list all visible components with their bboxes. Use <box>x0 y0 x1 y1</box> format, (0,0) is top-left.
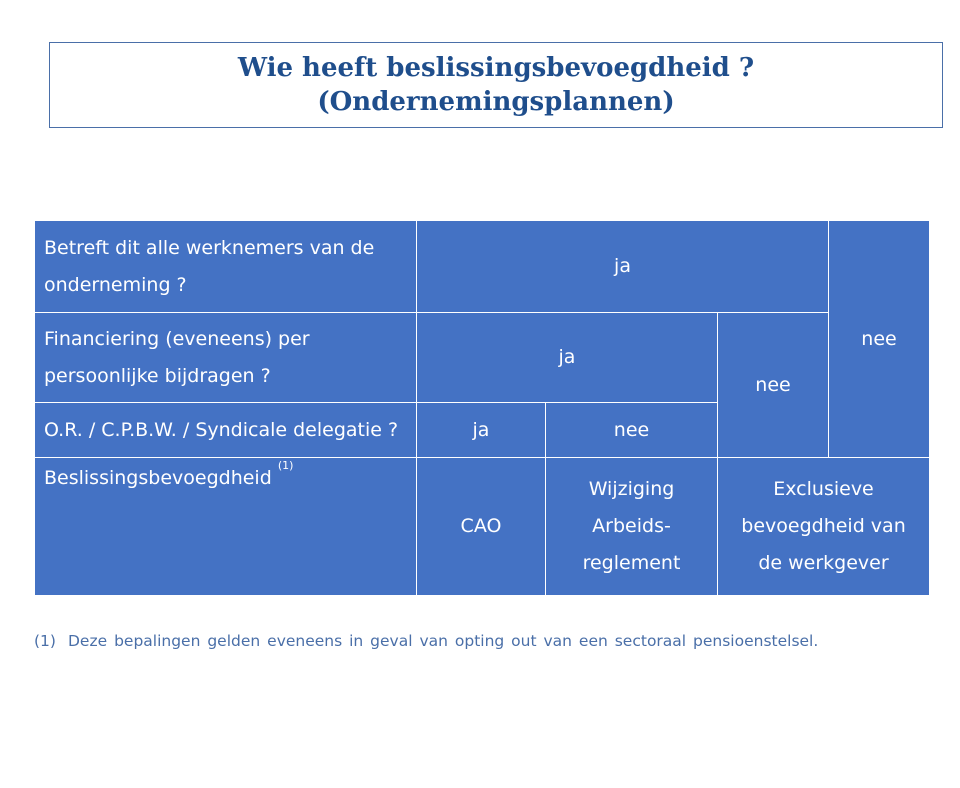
question-union-delegation: O.R. / C.P.B.W. / Syndicale delegatie ? <box>35 403 417 458</box>
footnote-number: (1) <box>34 632 56 650</box>
footnote-text: Deze bepalingen gelden eveneens in geval van opting out van een sectoraal pensioenstelsel. <box>68 632 819 650</box>
table-row <box>35 221 930 313</box>
table-row <box>35 313 930 403</box>
decision-authority-label <box>35 458 417 596</box>
answer-personal-contributions-ja: ja <box>417 313 718 403</box>
answer-all-employees-nee: nee <box>829 221 930 458</box>
footnote <box>34 632 934 650</box>
page-title: Wie heeft beslissingsbevoegdheid ? <box>237 53 755 83</box>
decision-authority-text: Beslissingsbevoegdheid <box>44 467 272 489</box>
result-cao: CAO <box>417 458 546 596</box>
table-row <box>35 458 930 596</box>
result-exclusieve-bevoegdheid: Exclusieve bevoegdheid van de werkgever <box>718 458 930 596</box>
page-subtitle: (Ondernemingsplannen) <box>317 87 675 117</box>
answer-union-delegation-ja: ja <box>417 403 546 458</box>
footnote-marker: (1) <box>277 459 294 472</box>
question-personal-contributions: Financiering (eveneens) per persoonlijke bijdragen ? <box>35 313 417 403</box>
answer-all-employees-ja: ja <box>417 221 829 313</box>
answer-union-delegation-nee: nee <box>546 403 718 458</box>
question-all-employees: Betreft dit alle werknemers van de onderneming ? <box>35 221 417 313</box>
result-wijziging-arbeidsreglement: Wijziging Arbeids- reglement <box>546 458 718 596</box>
decision-table <box>34 220 930 596</box>
answer-personal-contributions-nee: nee <box>718 313 829 458</box>
title-box <box>49 42 943 128</box>
